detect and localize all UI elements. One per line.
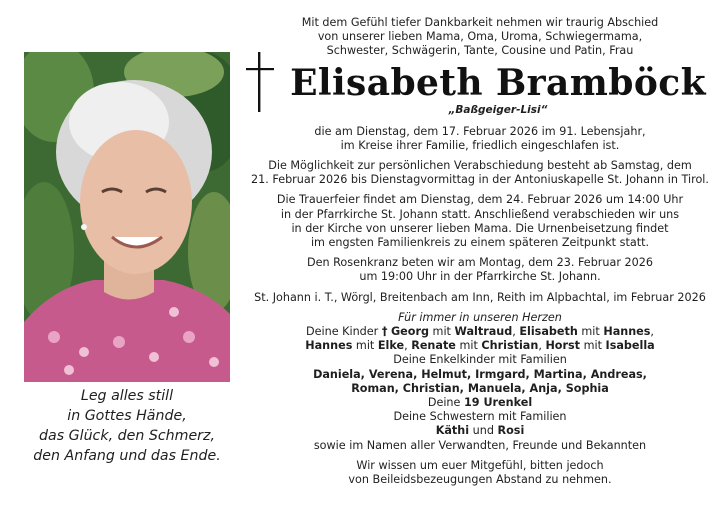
text-column	[250, 16, 710, 487]
funeral-notice	[250, 193, 710, 250]
partner-name: Isabella	[605, 339, 655, 353]
grandchildren-list	[250, 368, 710, 396]
portrait-photo	[24, 52, 230, 382]
children-list	[250, 325, 710, 353]
connector: und	[472, 424, 494, 438]
child-name: Georg	[391, 325, 429, 339]
poem-line: in Gottes Hände,	[67, 408, 187, 424]
farewell-notice	[250, 159, 710, 187]
great-grandchildren-prefix: Deine	[427, 396, 461, 410]
separator: ,	[650, 325, 654, 339]
closing-text	[250, 459, 710, 487]
connector: mit	[355, 339, 375, 353]
connector: mit	[583, 339, 602, 353]
sister-name: Rosi	[497, 424, 525, 438]
great-grandchildren-count: 19 Urenkel	[463, 396, 533, 410]
funeral-line: in der Kirche von unserer lieben Mama. Die Urnenbeisetzung findet	[291, 221, 669, 235]
separator: ,	[404, 339, 408, 353]
partner-name: Waltraud	[454, 325, 513, 339]
poem	[24, 386, 230, 466]
child-name: Elisabeth	[519, 325, 578, 339]
cross-symbol: †	[381, 325, 388, 339]
sister-name: Käthi	[435, 424, 470, 438]
child-name: Hannes	[305, 339, 353, 353]
separator: ,	[538, 339, 542, 353]
intro-line: von unserer lieben Mama, Oma, Uroma, Schwiegermama,	[317, 30, 643, 44]
intro-line: Schwester, Schwägerin, Tante, Cousine und Patin, Frau	[326, 44, 634, 58]
closing-line: Wir wissen um euer Mitgefühl, bitten jedoch	[356, 458, 604, 472]
poem-line: das Glück, den Schmerz,	[39, 428, 215, 444]
connector: mit	[432, 325, 451, 339]
funeral-line: im engsten Familienkreis zu einem späteren Zeitpunkt statt.	[310, 236, 650, 250]
sisters-intro: Deine Schwestern mit Familien	[393, 410, 567, 424]
death-line: im Kreise ihrer Familie, friedlich eingeschlafen ist.	[340, 138, 620, 152]
great-grandchildren-line	[250, 396, 710, 410]
child-name: Horst	[545, 339, 581, 353]
closing-line: von Beileidsbezeugungen Abstand zu nehmen.	[348, 473, 612, 487]
death-notice	[250, 125, 710, 153]
grandchildren-names: Daniela, Verena, Helmut, Irmgard, Martina, Andreas,	[313, 367, 647, 381]
death-line: die am Dienstag, dem 17. Februar 2026 im 91. Lebensjahr,	[314, 124, 646, 138]
deceased-name: Elisabeth Bramböck	[290, 61, 706, 104]
farewell-line: 21. Februar 2026 bis Dienstagvormittag in der Antoniuskapelle St. Johann in Tirol.	[251, 173, 709, 187]
intro-text	[250, 16, 710, 59]
place-date: St. Johann i. T., Wörgl, Breitenbach am Inn, Reith im Alpbachtal, im Februar 2026	[254, 290, 706, 304]
partner-name: Christian	[481, 339, 539, 353]
portrait-illustration	[24, 52, 230, 382]
connector: mit	[459, 339, 478, 353]
forever-line: Für immer in unseren Herzen	[398, 310, 562, 324]
poem-line: Leg alles still	[80, 388, 174, 404]
partner-name: Elke	[377, 339, 405, 353]
connector: mit	[581, 325, 600, 339]
relatives-line: sowie im Namen aller Verwandten, Freunde und Bekannten	[313, 438, 647, 452]
funeral-line: in der Pfarrkirche St. Johann statt. Anschließend verabschieden wir uns	[280, 207, 680, 221]
grandchildren-names: Roman, Christian, Manuela, Anja, Sophia	[351, 381, 609, 395]
sisters-line	[250, 424, 710, 438]
intro-line: Mit dem Gefühl tiefer Dankbarkeit nehmen wir traurig Abschied	[301, 16, 659, 29]
children-intro: Deine Kinder	[306, 325, 379, 339]
poem-line: den Anfang und das Ende.	[33, 448, 221, 464]
partner-name: Hannes	[603, 325, 651, 339]
child-name: Renate	[411, 339, 456, 353]
nickname: „Baßgeiger-Lisi“	[448, 103, 548, 116]
separator: ,	[512, 325, 516, 339]
funeral-line: Die Trauerfeier findet am Dienstag, dem 24. Februar 2026 um 14:00 Uhr	[276, 193, 684, 207]
rosary-notice	[250, 256, 710, 284]
rosary-line: um 19:00 Uhr in der Pfarrkirche St. Johann.	[359, 270, 601, 284]
farewell-line: Die Möglichkeit zur persönlichen Verabschiedung besteht ab Samstag, dem	[268, 159, 692, 173]
grandchildren-intro: Deine Enkelkinder mit Familien	[393, 353, 567, 367]
rosary-line: Den Rosenkranz beten wir am Montag, dem 23. Februar 2026	[307, 256, 653, 270]
